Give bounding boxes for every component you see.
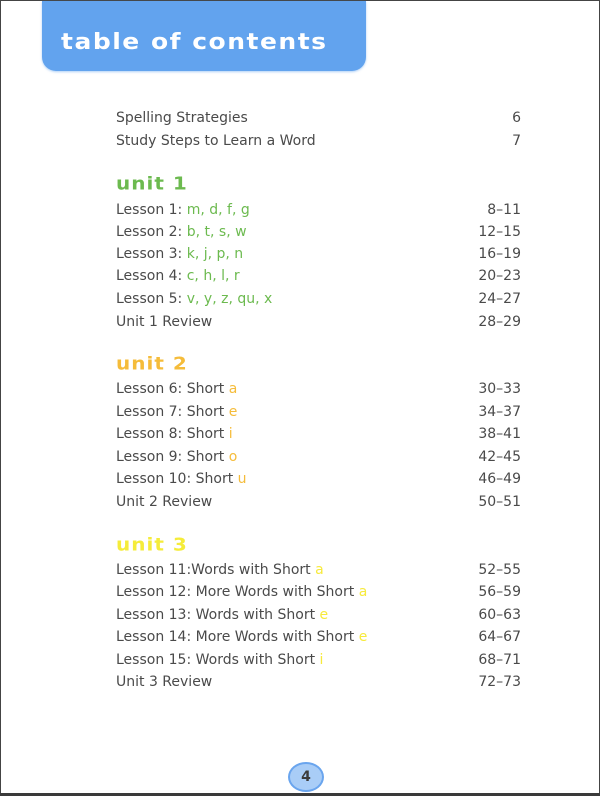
- entry-pages: 52–55: [478, 562, 521, 578]
- toc-entry-unit-3-review[interactable]: [116, 672, 521, 692]
- toc-entry-lesson-9[interactable]: [116, 447, 521, 467]
- entry-label: Lesson 7: Short e: [116, 404, 238, 420]
- page-number-badge: 4: [288, 762, 324, 792]
- toc-entry-lesson-10[interactable]: [116, 469, 521, 489]
- entry-label: Lesson 5: v, y, z, qu, x: [116, 291, 273, 307]
- entry-pages: 24–27: [478, 291, 521, 307]
- entry-label: Unit 3 Review: [116, 674, 213, 690]
- entry-highlight: i: [228, 426, 233, 442]
- entry-highlight: e: [358, 629, 368, 645]
- page-title: table of contents: [61, 28, 328, 55]
- entry-label: Lesson 4: c, h, l, r: [116, 268, 240, 284]
- unit-2-heading: unit 2: [116, 352, 188, 374]
- toc-entry-unit-2-review[interactable]: [116, 492, 521, 512]
- toc-entry-lesson-11[interactable]: [116, 560, 521, 580]
- entry-highlight: e: [319, 607, 329, 623]
- toc-entry-spelling-strategies[interactable]: [116, 108, 521, 128]
- entry-pages: 50–51: [478, 494, 521, 510]
- entry-label: Lesson 13: Words with Short e: [116, 607, 329, 623]
- toc-entry-study-steps[interactable]: [116, 131, 521, 151]
- entry-pages: 30–33: [478, 381, 521, 397]
- entry-pages: 64–67: [478, 629, 521, 645]
- toc-entry-lesson-3[interactable]: [116, 244, 521, 264]
- entry-label: Unit 1 Review: [116, 314, 213, 330]
- entry-label: Lesson 10: Short u: [116, 471, 247, 487]
- entry-highlight: a: [358, 584, 368, 600]
- unit-3-heading: unit 3: [116, 533, 188, 555]
- toc-entry-lesson-12[interactable]: [116, 582, 521, 602]
- entry-label: Lesson 1: m, d, f, g: [116, 202, 250, 218]
- entry-pages: 42–45: [478, 449, 521, 465]
- entry-highlight: e: [228, 404, 238, 420]
- toc-entry-lesson-8[interactable]: [116, 424, 521, 444]
- entry-label: Lesson 8: Short i: [116, 426, 233, 442]
- entry-pages: 72–73: [478, 674, 521, 690]
- entry-label: Lesson 14: More Words with Short e: [116, 629, 368, 645]
- entry-highlight: m, d, f, g: [186, 202, 250, 218]
- entry-highlight: c, h, l, r: [186, 268, 240, 284]
- toc-entry-lesson-15[interactable]: [116, 650, 521, 670]
- entry-highlight: a: [315, 562, 324, 578]
- entry-label: Unit 2 Review: [116, 494, 213, 510]
- entry-pages: 7: [512, 133, 521, 149]
- entry-pages: 46–49: [478, 471, 521, 487]
- entry-label: Lesson 2: b, t, s, w: [116, 224, 247, 240]
- entry-highlight: i: [319, 652, 324, 668]
- entry-label: Lesson 15: Words with Short i: [116, 652, 324, 668]
- entry-label: Lesson 9: Short o: [116, 449, 238, 465]
- entry-label: Lesson 6: Short a: [116, 381, 238, 397]
- entry-pages: 38–41: [478, 426, 521, 442]
- toc-entry-lesson-6[interactable]: [116, 379, 521, 399]
- entry-pages: 12–15: [478, 224, 521, 240]
- entry-highlight: v, y, z, qu, x: [186, 291, 273, 307]
- entry-highlight: b, t, s, w: [186, 224, 247, 240]
- toc-entry-lesson-2[interactable]: [116, 222, 521, 242]
- toc-entry-lesson-5[interactable]: [116, 289, 521, 309]
- entry-pages: 8–11: [487, 202, 521, 218]
- entry-label: Lesson 11:Words with Short a: [116, 562, 324, 578]
- toc-entry-unit-1-review[interactable]: [116, 312, 521, 332]
- toc-entry-lesson-13[interactable]: [116, 605, 521, 625]
- entry-label: Spelling Strategies: [116, 110, 248, 126]
- toc-entry-lesson-1[interactable]: [116, 200, 521, 220]
- toc-entry-lesson-4[interactable]: [116, 266, 521, 286]
- entry-pages: 56–59: [478, 584, 521, 600]
- entry-highlight: u: [237, 471, 247, 487]
- entry-pages: 28–29: [478, 314, 521, 330]
- entry-pages: 60–63: [478, 607, 521, 623]
- entry-pages: 20–23: [478, 268, 521, 284]
- entry-label: Study Steps to Learn a Word: [116, 133, 316, 149]
- entry-label: Lesson 12: More Words with Short a: [116, 584, 368, 600]
- entry-highlight: a: [228, 381, 238, 397]
- entry-pages: 68–71: [478, 652, 521, 668]
- entry-pages: 34–37: [478, 404, 521, 420]
- unit-1-heading: unit 1: [116, 172, 188, 194]
- entry-pages: 6: [512, 110, 521, 126]
- toc-entry-lesson-14[interactable]: [116, 627, 521, 647]
- entry-label: Lesson 3: k, j, p, n: [116, 246, 244, 262]
- title-banner: [42, 1, 366, 71]
- entry-highlight: k, j, p, n: [186, 246, 244, 262]
- toc-entry-lesson-7[interactable]: [116, 402, 521, 422]
- entry-pages: 16–19: [478, 246, 521, 262]
- entry-highlight: o: [228, 449, 238, 465]
